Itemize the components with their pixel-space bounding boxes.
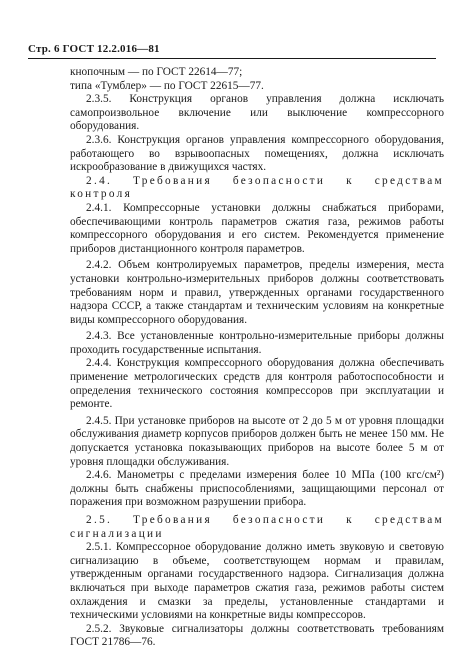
header-rule [28, 58, 436, 59]
list-item-button: кнопочным — по ГОСТ 22614—77; [70, 66, 243, 78]
list-item-toggle: типа «Тумблер» — по ГОСТ 22615—77. [70, 79, 264, 92]
clause-2-5-1: 2.5.1. Компрессорное оборудование должно иметь звуковую и световую сигнализацию в объеме, соответствующем нормам и правилам, утвержденным органами государственного надзора. Сигнализация должна включаться при выходе параметров сжатия газа, режимов работы систем охлаждения и смазки за пределы, установленные стандартами и техническими условиями на конкретные виды компрессоров. [70, 541, 444, 622]
section-heading-2-4: 2.4. Требования безопасности к средствам контроля [70, 174, 444, 201]
document-body [70, 66, 444, 650]
clause-2-3-6: 2.3.6. Конструкция органов управления компрессорного оборудования, работающего во взрывоопасных помещениях, должна исключать искрообразование в движущихся частях. [70, 133, 444, 174]
clause-2-4-3: 2.4.3. Все установленные контрольно-измерительные приборы должны проходить государственные испытания. [70, 330, 444, 356]
clause-2-4-5: 2.4.5. При установке приборов на высоте от 2 до 5 м от уровня площадки обслуживания диаметр корпусов приборов должен быть не менее 150 мм. Не допускается установка показывающих приборов на высоте более 5 м от уровня площадки обслуживания. [70, 414, 444, 468]
clause-2-4-6: 2.4.6. Манометры с пределами измерения более 10 МПа (100 кгс/см²) должны быть снабжены приспособлениями, защищающими персонал от поражения при возможном разрушении прибора. [70, 469, 444, 509]
clause-2-4-2: 2.4.2. Объем контролируемых параметров, пределы измерения, места установки контрольно-измерительных приборов должны соответствовать требованиям норм и правил, утвержденных органами государственного надзора СССР, а также стандартам и техническим условиям на конкретные виды компрессорного оборудования. [70, 259, 444, 326]
clause-2-4-4: 2.4.4. Конструкция компрессорного оборудования должна обеспечивать применение метрологических средств для контроля работоспособности и определения технического состояния компрессоров при эксплуатации и ремонте. [70, 357, 444, 411]
section-heading-2-5: 2.5. Требования безопасности к средствам сигнализации [70, 514, 444, 540]
page-header: Стр. 6 ГОСТ 12.2.016—81 [28, 43, 160, 55]
clause-2-4-1: 2.4.1. Компрессорные установки должны снабжаться приборами, обеспечивающими контроль параметров сжатия газа, режимов работы компрессорного оборудования и его систем. Рекомендуется применение приборов дистанционного контроля параметров. [70, 201, 444, 255]
clause-2-3-5: 2.3.5. Конструкция органов управления должна исключать самопроизвольное включение или выключение компрессорного оборудования. [70, 93, 444, 133]
clause-2-5-2: 2.5.2. Звуковые сигнализаторы должны соответствовать требованиям ГОСТ 21786—76. [70, 622, 444, 649]
